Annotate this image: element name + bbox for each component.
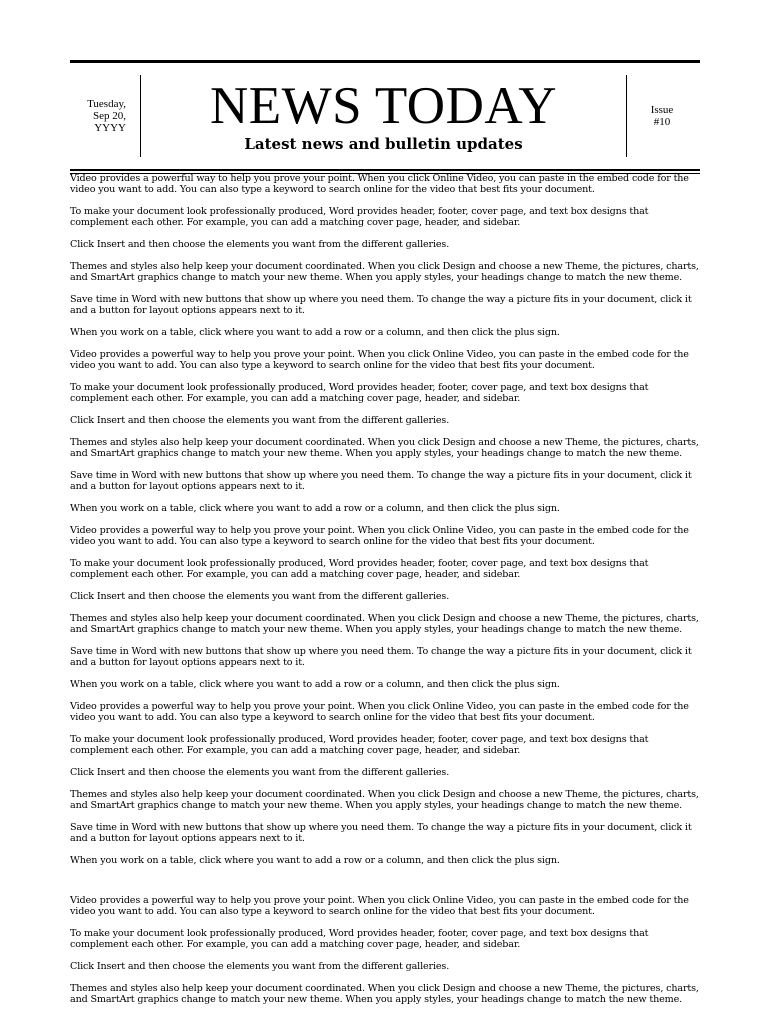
newsletter-subtitle: Latest news and bulletin updates	[244, 135, 523, 153]
masthead	[70, 63, 700, 170]
body-paragraph: Save time in Word with new buttons that show up where you need them. To change the way a picture fits in your document, click it and a button for layout options appears next to it.	[70, 294, 692, 316]
body-paragraph: Themes and styles also help keep your document coordinated. When you click Design and choose a new Theme, the pictures, charts, and SmartArt graphics change to match your new theme. When you apply styles, your headings change to match the new theme.	[70, 261, 699, 283]
body-paragraph: Themes and styles also help keep your document coordinated. When you click Design and choose a new Theme, the pictures, charts, and SmartArt graphics change to match your new theme. When you apply styles, your headings change to match the new theme.	[70, 983, 699, 1005]
body-paragraph: Themes and styles also help keep your document coordinated. When you click Design and choose a new Theme, the pictures, charts, and SmartArt graphics change to match your new theme. When you apply styles, your headings change to match the new theme.	[70, 437, 699, 459]
body-paragraph: Click Insert and then choose the elements you want from the different galleries.	[70, 767, 450, 778]
body-paragraph: Save time in Word with new buttons that show up where you need them. To change the way a picture fits in your document, click it and a button for layout options appears next to it.	[70, 822, 692, 844]
issue-number	[636, 104, 688, 128]
body-paragraph: Save time in Word with new buttons that show up where you need them. To change the way a picture fits in your document, click it and a button for layout options appears next to it.	[70, 646, 692, 668]
masthead-rule-thick	[70, 169, 700, 171]
body-paragraph: Themes and styles also help keep your document coordinated. When you click Design and choose a new Theme, the pictures, charts, and SmartArt graphics change to match your new theme. When you apply styles, your headings change to match the new theme.	[70, 789, 699, 811]
body-paragraph: Click Insert and then choose the elements you want from the different galleries.	[70, 961, 450, 972]
body-paragraph: To make your document look professionally produced, Word provides header, footer, cover page, and text box designs that complement each other. For example, you can add a matching cover page, header, and sidebar.	[70, 558, 649, 580]
body-paragraph: When you work on a table, click where you want to add a row or a column, and then click the plus sign.	[70, 327, 560, 338]
newsletter-title: NEWS TODAY	[209, 77, 558, 135]
date-weekday: Tuesday,	[87, 98, 126, 110]
body-paragraph: Click Insert and then choose the elements you want from the different galleries.	[70, 239, 450, 250]
body-paragraph: Video provides a powerful way to help you prove your point. When you click Online Video, you can paste in the embed code for the video you want to add. You can also type a keyword to search online for the video that best fits your document.	[70, 895, 689, 917]
body-paragraph: To make your document look professionally produced, Word provides header, footer, cover page, and text box designs that complement each other. For example, you can add a matching cover page, header, and sidebar.	[70, 734, 649, 756]
body-paragraph: Click Insert and then choose the elements you want from the different galleries.	[70, 415, 450, 426]
masthead-divider-right	[626, 75, 627, 157]
issue-label: Issue	[650, 104, 674, 116]
body-paragraph: Video provides a powerful way to help you prove your point. When you click Online Video, you can paste in the embed code for the video you want to add. You can also type a keyword to search online for the video that best fits your document.	[70, 173, 689, 195]
body-paragraph: To make your document look professionally produced, Word provides header, footer, cover page, and text box designs that complement each other. For example, you can add a matching cover page, header, and sidebar.	[70, 206, 649, 228]
body-paragraph: Themes and styles also help keep your document coordinated. When you click Design and choose a new Theme, the pictures, charts, and SmartArt graphics change to match your new theme. When you apply styles, your headings change to match the new theme.	[70, 613, 699, 635]
body-paragraph: When you work on a table, click where you want to add a row or a column, and then click the plus sign.	[70, 503, 560, 514]
body-paragraph: When you work on a table, click where you want to add a row or a column, and then click the plus sign.	[70, 855, 560, 866]
body-paragraph: To make your document look professionally produced, Word provides header, footer, cover page, and text box designs that complement each other. For example, you can add a matching cover page, header, and sidebar.	[70, 382, 649, 404]
body-paragraph: Video provides a powerful way to help you prove your point. When you click Online Video, you can paste in the embed code for the video you want to add. You can also type a keyword to search online for the video that best fits your document.	[70, 349, 689, 371]
body-paragraph: Click Insert and then choose the elements you want from the different galleries.	[70, 591, 450, 602]
body-paragraph: Video provides a powerful way to help you prove your point. When you click Online Video, you can paste in the embed code for the video you want to add. You can also type a keyword to search online for the video that best fits your document.	[70, 525, 689, 547]
body-paragraph: When you work on a table, click where you want to add a row or a column, and then click the plus sign.	[70, 679, 560, 690]
issue-date	[70, 98, 126, 134]
body-paragraph: Save time in Word with new buttons that show up where you need them. To change the way a picture fits in your document, click it and a button for layout options appears next to it.	[70, 470, 692, 492]
article-body	[70, 173, 700, 1016]
paragraph-spacer	[70, 877, 700, 895]
body-paragraph: Video provides a powerful way to help you prove your point. When you click Online Video, you can paste in the embed code for the video you want to add. You can also type a keyword to search online for the video that best fits your document.	[70, 701, 689, 723]
body-paragraph: To make your document look professionally produced, Word provides header, footer, cover page, and text box designs that complement each other. For example, you can add a matching cover page, header, and sidebar.	[70, 928, 649, 950]
date-day: Sep 20,	[93, 110, 126, 122]
date-year: YYYY	[94, 122, 126, 134]
issue-value: #10	[653, 116, 671, 128]
